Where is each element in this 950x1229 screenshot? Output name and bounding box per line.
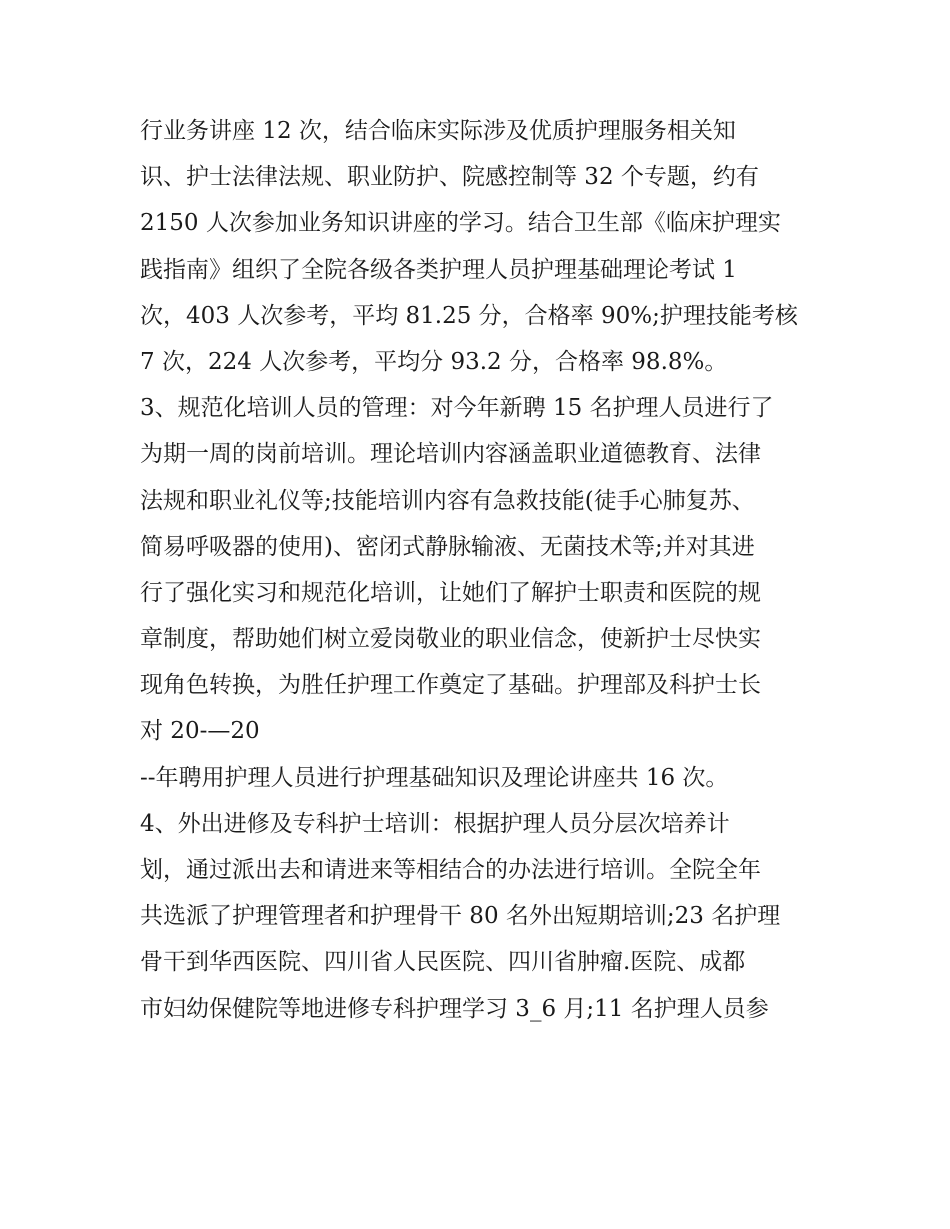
text-line-13: 现角色转换，为胜任护理工作奠定了基础。护理部及科护士长 [140, 672, 761, 699]
text-line-20: 市妇幼保健院等地进修专科护理学习 3_6 月;11 名护理人员参 [140, 995, 769, 1022]
text-line-6: 7 次，224 人次参考，平均分 93.2 分，合格率 98.8%。 [140, 348, 728, 375]
text-line-4: 践指南》组织了全院各级各类护理人员护理基础理论考试 1 [140, 256, 737, 283]
text-line-11: 行了强化实习和规范化培训，让她们了解护士职责和医院的规 [140, 579, 761, 606]
text-line-9: 法规和职业礼仪等;技能培训内容有急救技能(徒手心肺复苏、 [140, 487, 755, 514]
text-line-1: 行业务讲座 12 次，结合临床实际涉及优质护理服务相关知 [140, 118, 736, 144]
text-line-7: 3、规范化培训人员的管理：对今年新聘 15 名护理人员进行了 [140, 395, 774, 422]
text-line-18: 共选派了护理管理者和护理骨干 80 名外出短期培训;23 名护理 [140, 903, 781, 930]
text-line-3: 2150 人次参加业务知识讲座的学习。结合卫生部《临床护理实 [140, 210, 781, 237]
text-line-15: --年聘用护理人员进行护理基础知识及理论讲座共 16 次。 [140, 764, 729, 791]
text-line-19: 骨干到华西医院、四川省人民医院、四川省肿瘤.医院、成都 [140, 949, 746, 976]
text-line-8: 为期一周的岗前培训。理论培训内容涵盖职业道德教育、法律 [140, 441, 761, 468]
text-line-5: 次，403 人次参考，平均 81.25 分，合格率 90%;护理技能考核 [140, 302, 798, 329]
body-text [140, 108, 830, 1032]
text-line-12: 章制度，帮助她们树立爱岗敬业的职业信念，使新护士尽快实 [140, 626, 761, 653]
text-line-14: 对 20-—20 [140, 718, 260, 745]
text-line-17: 划，通过派出去和请进来等相结合的办法进行培训。全院全年 [140, 857, 761, 883]
text-line-16: 4、外出进修及专科护士培训：根据护理人员分层次培养计 [140, 810, 730, 837]
text-line-2: 识、护士法律法规、职业防护、院感控制等 32 个专题，约有 [140, 164, 759, 191]
text-line-10: 简易呼吸器的使用)、密闭式静脉输液、无菌技术等;并对其进 [140, 533, 755, 560]
